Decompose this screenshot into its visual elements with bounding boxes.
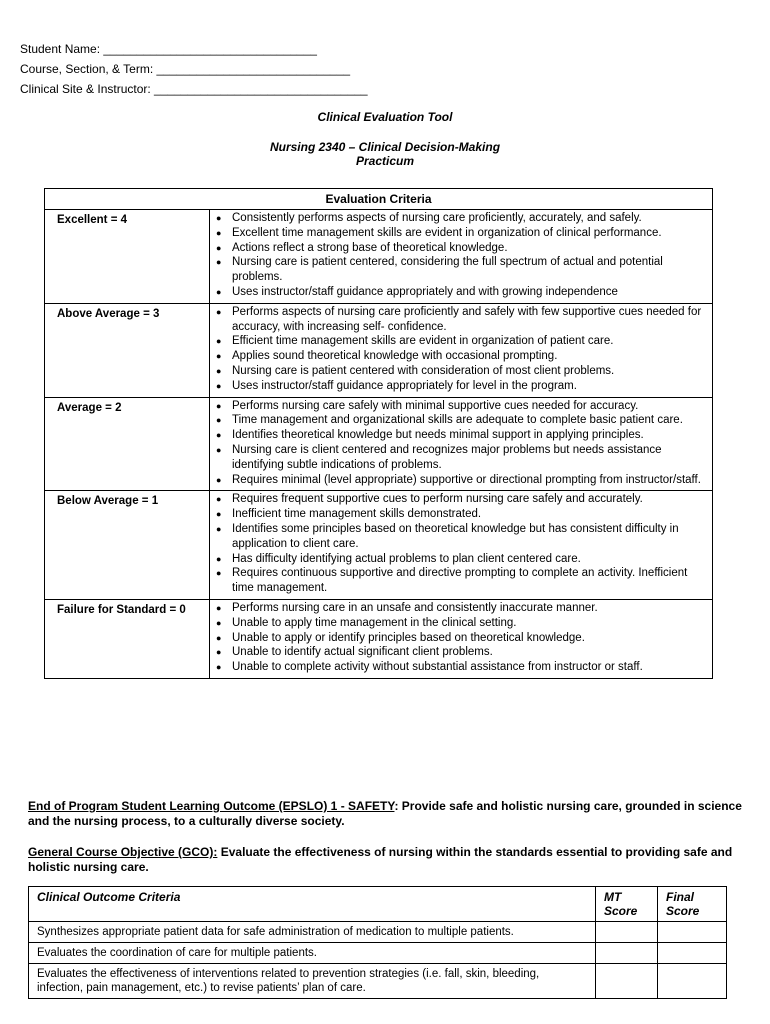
gco-label: General Course Objective (GCO): [28,845,218,859]
criteria-cell: Evaluates the effectiveness of interventions related to prevention strategies (i.e. fall, skin, bleeding, infection, pain management, etc.) to revise patients’ plan of care. [29,964,596,999]
table-row [29,943,727,964]
course-title-line1: Nursing 2340 – Clinical Decision-Making [269,140,501,154]
criterion-item: ● Uses instructor/staff guidance appropriately for level in the program. [210,379,712,394]
course-title-line2: Practicum [355,154,415,168]
criterion-item: ● Nursing care is client centered and recognizes major problems but needs assistance identifying subtle indications of problems. [210,443,712,473]
criterion-item: ● Has difficulty identifying actual problems to plan client centered care. [210,552,712,567]
epslo-label: End of Program Student Learning Outcome (EPSLO) 1 - SAFETY [28,799,395,813]
criterion-item: ● Time management and organizational skills are adequate to complete basic patient care. [210,413,712,428]
criterion-item: ● Excellent time management skills are evident in organization of clinical performance. [210,226,712,241]
student-name-field[interactable]: Student Name: ________________________________ [20,42,317,56]
level-row [45,210,713,304]
clinical-outcome-table [28,886,727,999]
col-header-mt-score: MT Score [596,887,658,922]
criterion-item: ● Identifies some principles based on theoretical knowledge but has consistent difficulty in application to client care. [210,522,712,552]
evaluation-criteria-header: Evaluation Criteria [45,189,713,210]
level-label: Above Average = 3 [45,303,210,397]
epslo-statement [28,799,748,829]
level-label: Failure for Standard = 0 [45,599,210,678]
criterion-item: ● Performs nursing care in an unsafe and consistently inaccurate manner. [210,601,712,616]
mt-score-cell[interactable] [596,964,658,999]
final-score-cell[interactable] [658,943,727,964]
criterion-item: ● Consistently performs aspects of nursing care proficiently, accurately, and safely. [210,211,712,226]
criterion-item: ● Inefficient time management skills demonstrated. [210,507,712,522]
criterion-item: ● Requires minimal (level appropriate) supportive or directional prompting from instructor/staff. [210,473,712,488]
col-header-final-score: Final Score [658,887,727,922]
level-criteria [210,397,713,491]
epslo-text: : Provide safe and holistic nursing care, grounded in science and the nursing process, to a culturally diverse society. [28,799,742,828]
criteria-cell: Synthesizes appropriate patient data for safe administration of medication to multiple patients. [29,922,596,943]
criterion-item: ● Identifies theoretical knowledge but needs minimal support in applying principles. [210,428,712,443]
level-criteria [210,491,713,600]
clinical-site-field[interactable]: Clinical Site & Instructor: ________________________________ [20,82,368,96]
mt-score-cell[interactable] [596,943,658,964]
level-criteria [210,599,713,678]
tool-title: Clinical Evaluation Tool [317,110,453,124]
level-label: Average = 2 [45,397,210,491]
gco-statement [28,845,748,875]
criteria-cell: Evaluates the coordination of care for multiple patients. [29,943,596,964]
criterion-item: ● Requires frequent supportive cues to perform nursing care safely and accurately. [210,492,712,507]
criterion-item: ● Unable to apply time management in the clinical setting. [210,616,712,631]
criterion-item: ● Applies sound theoretical knowledge with occasional prompting. [210,349,712,364]
final-score-cell[interactable] [658,922,727,943]
course-field[interactable]: Course, Section, & Term: _____________________________ [20,62,351,76]
level-criteria [210,210,713,304]
evaluation-criteria-table [44,188,713,679]
criterion-item: ● Unable to complete activity without substantial assistance from instructor or staff. [210,660,712,675]
level-row [45,491,713,600]
criterion-item: ● Nursing care is patient centered with consideration of most client problems. [210,364,712,379]
criterion-item: ● Performs aspects of nursing care proficiently and safely with few supportive cues needed for accuracy, with increasing self- confidence. [210,305,712,335]
criterion-item: ● Requires continuous supportive and directive prompting to complete an activity. Inefficient time management. [210,566,712,596]
level-row [45,397,713,491]
criterion-item: ● Unable to identify actual significant client problems. [210,645,712,660]
table-row [29,964,727,999]
criterion-item: ● Efficient time management skills are evident in organization of patient care. [210,334,712,349]
level-row [45,599,713,678]
gco-text: Evaluate the effectiveness of nursing within the standards essential to providing safe and holistic nursing care. [28,845,733,874]
criterion-item: ● Uses instructor/staff guidance appropriately and with growing independence [210,285,712,300]
level-label: Excellent = 4 [45,210,210,304]
criterion-item: ● Actions reflect a strong base of theoretical knowledge. [210,241,712,256]
level-criteria [210,303,713,397]
mt-score-cell[interactable] [596,922,658,943]
criterion-item: ● Unable to apply or identify principles based on theoretical knowledge. [210,631,712,646]
col-header-criteria: Clinical Outcome Criteria [29,887,596,922]
criterion-item: ● Nursing care is patient centered, considering the full spectrum of actual and potential problems. [210,255,712,285]
level-row [45,303,713,397]
level-label: Below Average = 1 [45,491,210,600]
criterion-item: ● Performs nursing care safely with minimal supportive cues needed for accuracy. [210,399,712,414]
table-row [29,922,727,943]
final-score-cell[interactable] [658,964,727,999]
